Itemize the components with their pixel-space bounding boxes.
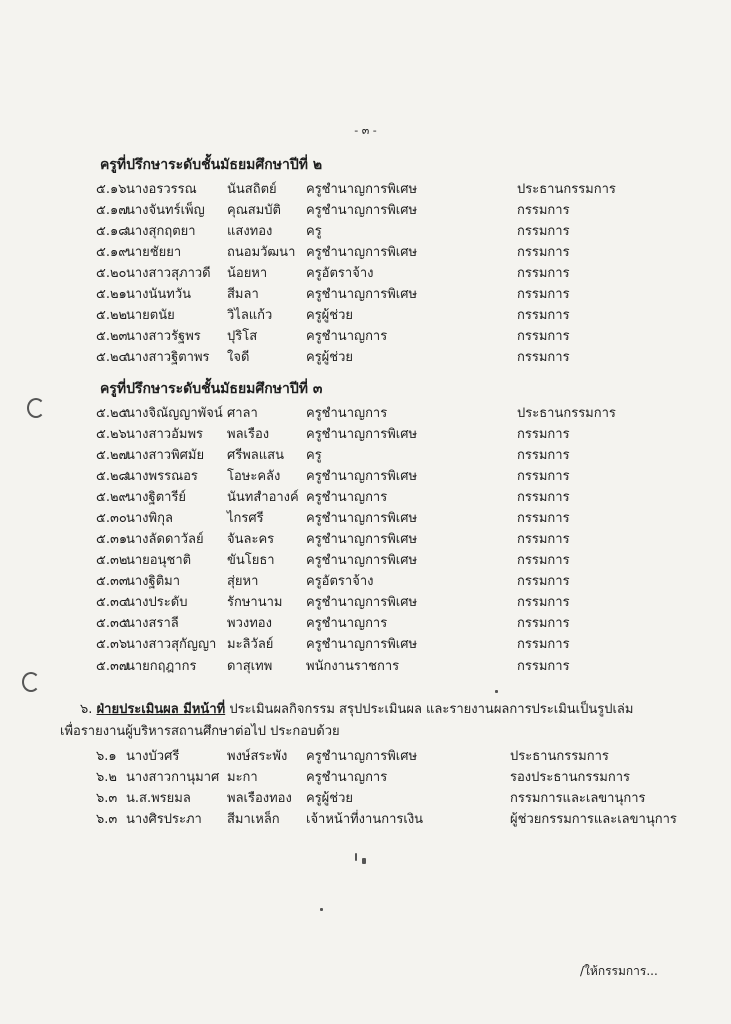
row-name: นางสราลี: [126, 616, 179, 631]
row-position: ครูผู้ช่วย: [306, 350, 354, 365]
row-role: กรรมการ: [517, 637, 570, 652]
row-position: ครูชำนาญการพิเศษ: [306, 203, 418, 218]
row-name: นางประดับ: [126, 595, 188, 610]
row-name: นายกฤฎากร: [126, 659, 197, 674]
row-role: ประธานกรรมการ: [517, 182, 616, 197]
row-name: นางสาวพิศมัย: [126, 448, 205, 463]
row-number: ๕.๓๕: [96, 616, 129, 631]
row-role: กรรมการ: [517, 448, 570, 463]
row-name: นางนันทวัน: [126, 287, 192, 302]
row-surname: ศาลา: [227, 406, 258, 421]
row-number: ๕.๒๘: [96, 469, 129, 484]
row-position: ครูชำนาญการพิเศษ: [306, 469, 418, 484]
row-name: นางสาวสุภาวดี: [126, 266, 211, 281]
row-surname: พลเรืองทอง: [227, 791, 292, 806]
row-number: ๕.๒๐: [96, 266, 127, 281]
row-number: ๕.๒๔: [96, 350, 129, 365]
continuation-footer: /ให้กรรมการ...: [580, 964, 658, 978]
row-role: กรรมการ: [517, 266, 570, 281]
row-surname: มะกา: [227, 770, 258, 785]
row-surname: ปุริโส: [227, 329, 258, 344]
row-name: นางฐิตารีย์: [126, 490, 187, 505]
row-name: นายตนัย: [126, 308, 175, 323]
punch-hole-mark: [27, 398, 45, 418]
row-surname: ไกรศรี: [227, 511, 264, 526]
row-name: นายอนุชาติ: [126, 553, 192, 568]
row-position: ครูอัตราจ้าง: [306, 266, 374, 281]
row-position: ครูชำนาญการพิเศษ: [306, 245, 418, 260]
row-number: ๕.๓๑: [96, 532, 128, 547]
row-surname: ใจดี: [227, 350, 250, 365]
row-number: ๕.๒๕: [96, 406, 129, 421]
row-surname: สีมาเหล็ก: [227, 812, 280, 827]
row-position: ครูชำนาญการพิเศษ: [306, 532, 418, 547]
row-number: ๖.๒: [96, 770, 117, 785]
row-surname: มะลิวัลย์: [227, 637, 274, 652]
row-number: ๕.๑๙: [96, 245, 128, 260]
row-role: กรรมการ: [517, 511, 570, 526]
punch-hole-mark: [22, 672, 40, 692]
row-surname: สีมลา: [227, 287, 259, 302]
row-number: ๕.๒๑: [96, 287, 127, 302]
section6-prefix: ๖.: [80, 702, 93, 717]
row-position: ครูชำนาญการพิเศษ: [306, 427, 418, 442]
section6-intro: [80, 698, 633, 719]
row-surname: ขันโยธา: [227, 553, 275, 568]
row-role: กรรมการ: [517, 553, 570, 568]
row-number: ๕.๒๗: [96, 448, 129, 463]
row-role: กรรมการ: [517, 203, 570, 218]
row-role: กรรมการ: [517, 224, 570, 239]
row-surname: นันสถิตย์: [227, 182, 277, 197]
row-role: กรรมการ: [517, 308, 570, 323]
scan-speck: [495, 690, 498, 693]
section-heading-m3: ครูที่ปรึกษาระดับชั้นมัธยมศึกษาปีที่ ๓: [100, 381, 323, 397]
scan-speck: [355, 853, 357, 861]
row-name: น.ส.พรยมล: [126, 791, 191, 806]
row-surname: พงษ์สระพัง: [227, 749, 288, 764]
row-position: พนักงานราชการ: [306, 659, 400, 674]
row-name: นางจันทร์เพ็ญ: [126, 203, 205, 218]
row-number: ๕.๒๙: [96, 490, 129, 505]
row-number: ๖.๓: [96, 791, 118, 806]
row-position: ครูชำนาญการ: [306, 406, 388, 421]
row-surname: สุ่ยหา: [227, 574, 259, 589]
row-position: ครูชำนาญการ: [306, 329, 388, 344]
row-surname: โอษะคลัง: [227, 469, 281, 484]
row-role: ประธานกรรมการ: [510, 749, 609, 764]
row-surname: ศรีพลแสน: [227, 448, 284, 463]
row-number: ๕.๓๗: [96, 659, 129, 674]
row-position: ครูชำนาญการพิเศษ: [306, 749, 418, 764]
row-surname: วิไลแก้ว: [227, 308, 273, 323]
row-role: กรรมการ: [517, 490, 570, 505]
row-number: ๖.๓: [96, 812, 118, 827]
row-number: ๕.๒๖: [96, 427, 127, 442]
row-position: ครูชำนาญการพิเศษ: [306, 595, 418, 610]
row-name: นางอรวรรณ: [126, 182, 197, 197]
row-role: กรรมการ: [517, 574, 570, 589]
row-role: กรรมการ: [517, 469, 570, 484]
row-position: ครูชำนาญการ: [306, 770, 388, 785]
row-number: ๕.๓๒: [96, 553, 128, 568]
row-role: กรรมการ: [517, 245, 570, 260]
row-number: ๕.๑๗: [96, 203, 128, 218]
row-number: ๕.๓๔: [96, 595, 129, 610]
row-name: นางพิกุล: [126, 511, 173, 526]
row-surname: พลเรือง: [227, 427, 270, 442]
row-role: กรรมการ: [517, 287, 570, 302]
section6-intro-continued: เพื่อรายงานผู้บริหารสถานศึกษาต่อไป ประกอบด้วย: [60, 724, 340, 739]
section6-duty: ประเมินผลกิจกรรม สรุปประเมินผล และรายงานผลการประเมินเป็นรูปเล่ม: [229, 702, 634, 717]
row-number: ๖.๑: [96, 749, 117, 764]
section6-title: ฝ่ายประเมินผล มีหน้าที่: [96, 702, 226, 717]
row-surname: นันทสำอางค์: [227, 490, 299, 505]
row-role: กรรมการ: [517, 350, 570, 365]
row-role: กรรมการ: [517, 427, 570, 442]
row-role: ผู้ช่วยกรรมการและเลขานุการ: [510, 812, 677, 827]
row-surname: จันละคร: [227, 532, 275, 547]
row-role: กรรมการ: [517, 595, 570, 610]
row-surname: น้อยหา: [227, 266, 268, 281]
row-number: ๕.๑๖: [96, 182, 127, 197]
row-position: ครูชำนาญการ: [306, 490, 388, 505]
row-number: ๕.๓๖: [96, 637, 128, 652]
row-position: ครู: [306, 448, 322, 463]
row-name: นางสาวกานุมาศ: [126, 770, 220, 785]
row-role: กรรมการ: [517, 659, 570, 674]
row-name: นางจิณัญญาพัจน์: [126, 406, 223, 421]
row-position: ครูชำนาญการ: [306, 616, 388, 631]
row-name: นางสุกฤตยา: [126, 224, 196, 239]
row-surname: รักษานาม: [227, 595, 283, 610]
row-position: ครูชำนาญการพิเศษ: [306, 287, 418, 302]
row-name: นางฐิติมา: [126, 574, 181, 589]
row-name: นางสาวอัมพร: [126, 427, 203, 442]
row-surname: แสงทอง: [227, 224, 273, 239]
row-name: นางสาวฐิตาพร: [126, 350, 210, 365]
row-name: นางสาวรัฐพร: [126, 329, 201, 344]
row-position: ครู: [306, 224, 322, 239]
row-number: ๕.๒๒: [96, 308, 128, 323]
row-number: ๕.๓๐: [96, 511, 127, 526]
row-role: ประธานกรรมการ: [517, 406, 616, 421]
row-name: นางบัวศรี: [126, 749, 180, 764]
row-role: กรรมการ: [517, 329, 570, 344]
row-name: นางพรรณอร: [126, 469, 198, 484]
section-heading-m2: ครูที่ปรึกษาระดับชั้นมัธยมศึกษาปีที่ ๒: [100, 157, 323, 173]
row-role: กรรมการ: [517, 616, 570, 631]
row-position: ครูชำนาญการพิเศษ: [306, 182, 418, 197]
row-role: กรรมการ: [517, 532, 570, 547]
row-number: ๕.๑๘: [96, 224, 129, 239]
row-position: ครูผู้ช่วย: [306, 791, 354, 806]
row-surname: คุณสมบัติ: [227, 203, 281, 218]
scan-speck: [320, 908, 323, 911]
row-number: ๕.๒๓: [96, 329, 128, 344]
row-position: ครูชำนาญการพิเศษ: [306, 553, 418, 568]
row-surname: ดาสุเทพ: [227, 659, 273, 674]
row-position: ครูชำนาญการพิเศษ: [306, 637, 418, 652]
scan-speck: [362, 858, 366, 864]
row-name: นายชัยยา: [126, 245, 182, 260]
row-role: กรรมการและเลขานุการ: [510, 791, 646, 806]
row-role: รองประธานกรรมการ: [510, 770, 631, 785]
row-name: นางสาวสุกัญญา: [126, 637, 217, 652]
page-number: - ๓ -: [354, 124, 377, 137]
row-number: ๕.๓๓: [96, 574, 128, 589]
row-name: นางศิรประภา: [126, 812, 202, 827]
row-position: ครูผู้ช่วย: [306, 308, 354, 323]
row-surname: ถนอมวัฒนา: [227, 245, 296, 260]
row-position: ครูชำนาญการพิเศษ: [306, 511, 418, 526]
row-name: นางลัดดาวัลย์: [126, 532, 204, 547]
row-position: เจ้าหน้าที่งานการเงิน: [306, 812, 424, 827]
row-position: ครูอัตราจ้าง: [306, 574, 374, 589]
row-surname: พวงทอง: [227, 616, 272, 631]
